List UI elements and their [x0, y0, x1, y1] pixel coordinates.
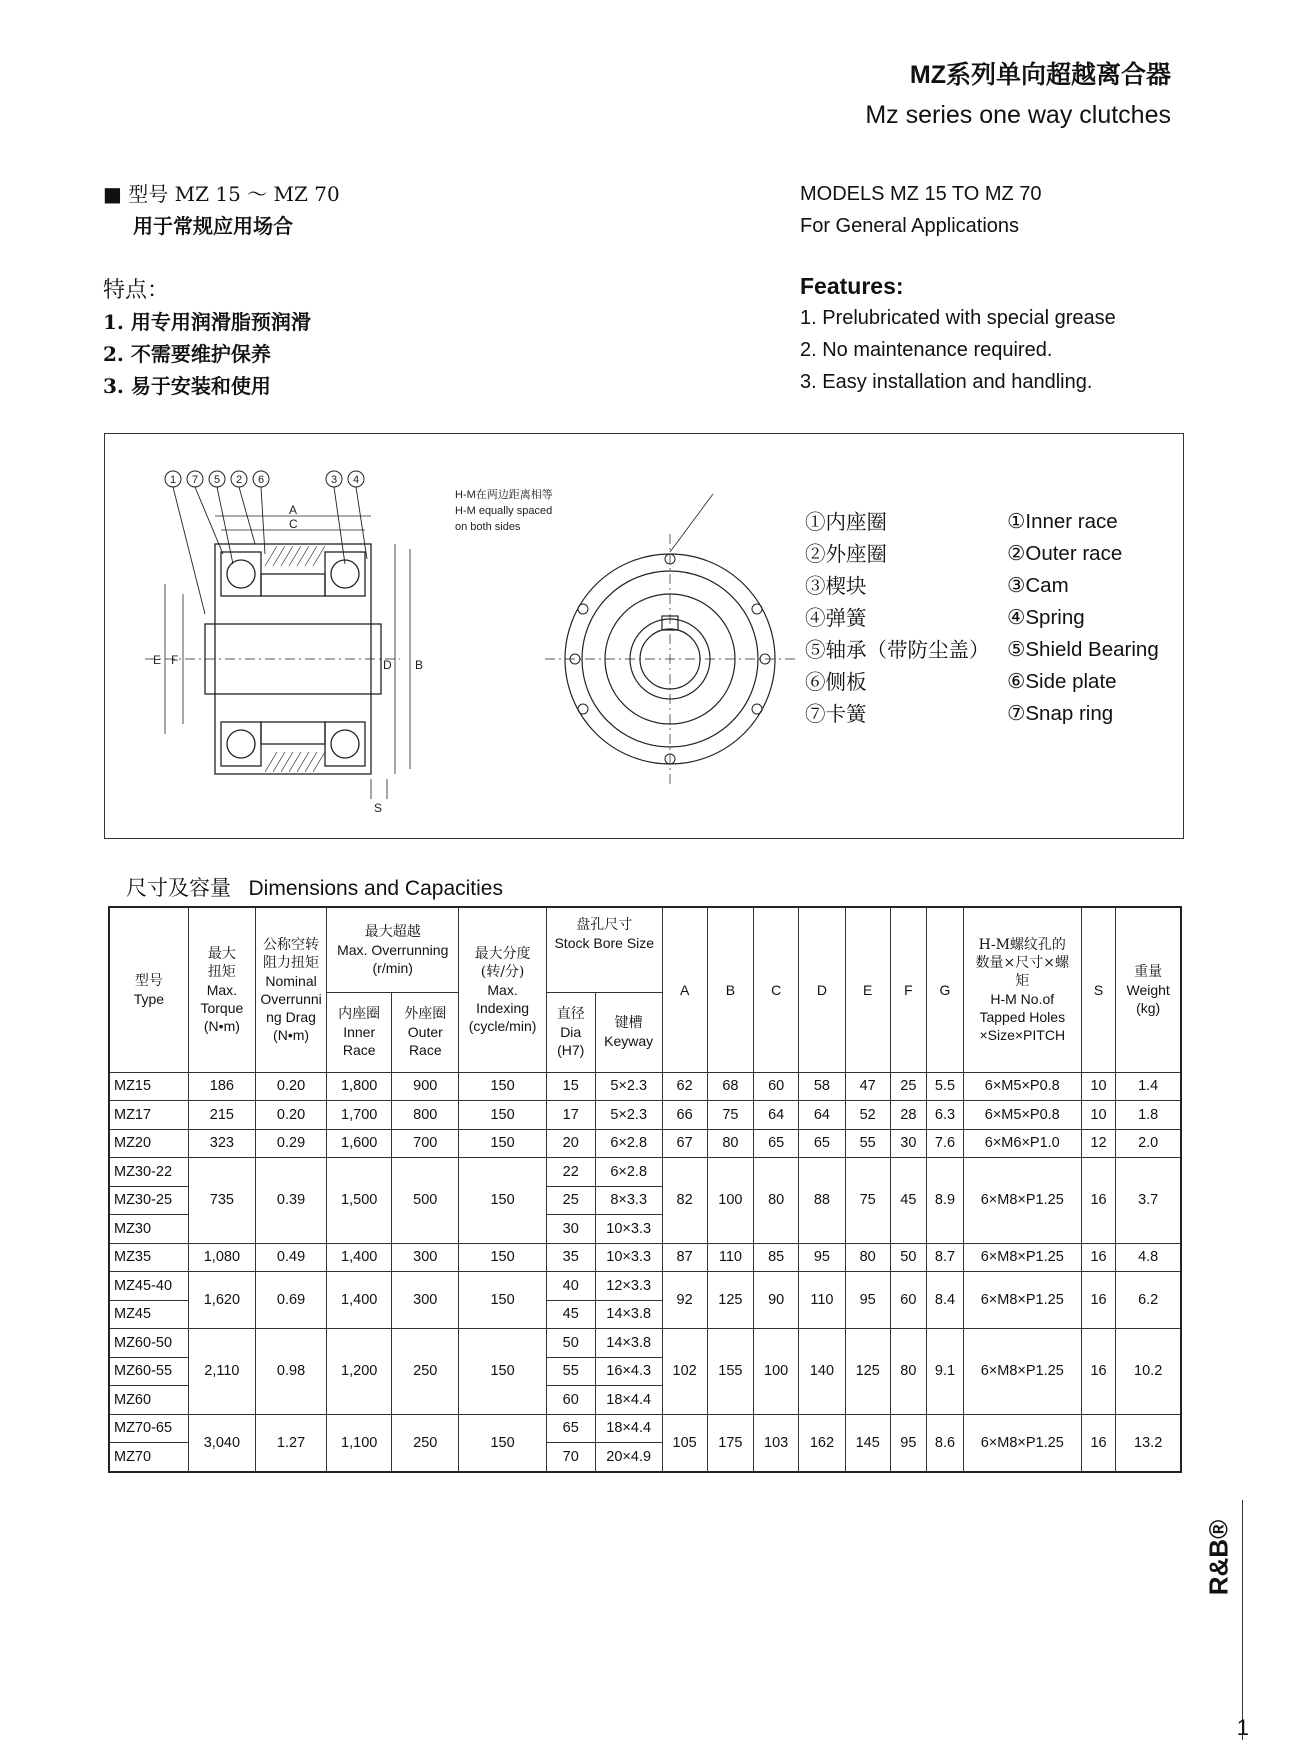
table-cell: 162	[799, 1414, 846, 1472]
legend-en-item: ④Spring	[1007, 606, 1085, 629]
table-cell: 16×4.3	[595, 1357, 662, 1386]
table-cell: 700	[392, 1129, 459, 1158]
legend-cn-item: ①内座圈	[805, 510, 887, 534]
table-cell: 8.9	[927, 1158, 964, 1244]
table-cell: 52	[845, 1101, 890, 1130]
table-cell: 90	[754, 1272, 799, 1329]
table-cell: 1.4	[1116, 1072, 1181, 1101]
table-cell: MZ35	[109, 1243, 188, 1272]
table-cell: 0.49	[255, 1243, 326, 1272]
table-cell: 80	[890, 1329, 927, 1415]
table-cell: 6×M8×P1.25	[963, 1243, 1081, 1272]
table-cell: 125	[707, 1272, 754, 1329]
features-en-title: Features:	[800, 273, 904, 299]
table-cell: 186	[188, 1072, 255, 1101]
table-cell: 0.69	[255, 1272, 326, 1329]
table-cell: 6×M5×P0.8	[963, 1072, 1081, 1101]
table-cell: 30	[546, 1215, 595, 1244]
table-cell: 40	[546, 1272, 595, 1301]
header-A: A	[662, 907, 707, 1072]
table-cell: 6×2.8	[595, 1158, 662, 1187]
table-cell: 175	[707, 1414, 754, 1472]
table-cell: 735	[188, 1158, 255, 1244]
header-bore: 盘孔尺寸 Stock Bore Size	[546, 907, 662, 992]
table-cell: 300	[392, 1243, 459, 1272]
table-cell: 7.6	[927, 1129, 964, 1158]
dims-title-en: Dimensions and Capacities	[248, 877, 503, 900]
table-cell: 4.8	[1116, 1243, 1181, 1272]
legend-cn-item: ②外座圈	[805, 542, 887, 566]
table-cell: 110	[707, 1243, 754, 1272]
table-cell: 95	[890, 1414, 927, 1472]
header-F: F	[890, 907, 927, 1072]
table-cell: 65	[546, 1414, 595, 1443]
table-cell: 8.4	[927, 1272, 964, 1329]
table-cell: MZ30	[109, 1215, 188, 1244]
table-cell: 80	[754, 1158, 799, 1244]
table-cell: 1,500	[327, 1158, 392, 1244]
features-en-item: 1. Prelubricated with special grease	[800, 307, 1116, 329]
features-cn-title: 特点：	[103, 278, 170, 303]
table-cell: 14×3.8	[595, 1300, 662, 1329]
dim-label: E	[153, 653, 162, 667]
table-cell: 1,700	[327, 1101, 392, 1130]
header-S: S	[1081, 907, 1116, 1072]
table-cell: 18×4.4	[595, 1414, 662, 1443]
table-cell: 80	[845, 1243, 890, 1272]
table-cell: 64	[799, 1101, 846, 1130]
table-cell: 10×3.3	[595, 1215, 662, 1244]
dim-label: F	[171, 653, 179, 667]
models-cn-line2: 用于常规应用场合	[133, 214, 293, 238]
table-cell: 16	[1081, 1329, 1116, 1415]
table-cell: MZ45-40	[109, 1272, 188, 1301]
table-cell: MZ60-55	[109, 1357, 188, 1386]
dim-label: B	[415, 658, 424, 672]
table-cell: 10×3.3	[595, 1243, 662, 1272]
table-cell: 215	[188, 1101, 255, 1130]
table-cell: 100	[754, 1329, 799, 1415]
table-cell: 100	[707, 1158, 754, 1244]
table-cell: 150	[459, 1072, 546, 1101]
table-cell: 150	[459, 1158, 546, 1244]
table-row	[109, 1158, 1181, 1187]
table-cell: 1,080	[188, 1243, 255, 1272]
table-cell: 66	[662, 1101, 707, 1130]
callout-label: 6	[257, 474, 265, 486]
table-cell: 95	[799, 1243, 846, 1272]
table-cell: 80	[707, 1129, 754, 1158]
table-cell: 10.2	[1116, 1329, 1181, 1415]
table-cell: 3,040	[188, 1414, 255, 1472]
table-cell: 110	[799, 1272, 846, 1329]
margin-rule	[1242, 1500, 1244, 1740]
header-B: B	[707, 907, 754, 1072]
header-G: G	[927, 907, 964, 1072]
table-cell: 10	[1081, 1101, 1116, 1130]
dims-title	[126, 872, 503, 902]
header-E: E	[845, 907, 890, 1072]
table-cell: 1.27	[255, 1414, 326, 1472]
table-cell: MZ60	[109, 1386, 188, 1415]
table-cell: 16	[1081, 1243, 1116, 1272]
dim-label: C	[289, 517, 298, 531]
header-overrun: 最大超越 Max. Overrunning (r/min)	[327, 907, 459, 992]
table-cell: 150	[459, 1243, 546, 1272]
table-cell: 58	[799, 1072, 846, 1101]
callout-label: 7	[191, 474, 199, 486]
table-cell: 5.5	[927, 1072, 964, 1101]
table-cell: 75	[707, 1101, 754, 1130]
features-cn-item: 3. 易于安装和使用	[103, 374, 271, 398]
table-cell: 65	[754, 1129, 799, 1158]
dim-label: A	[289, 503, 298, 517]
table-cell: 75	[845, 1158, 890, 1244]
table-cell: 60	[546, 1386, 595, 1415]
table-cell: 6.3	[927, 1101, 964, 1130]
page-number: 1	[1236, 1715, 1249, 1740]
features-en-item: 3. Easy installation and handling.	[800, 371, 1093, 393]
table-cell: MZ30-22	[109, 1158, 188, 1187]
table-cell: MZ20	[109, 1129, 188, 1158]
legend-cn-item: ⑥侧板	[805, 670, 867, 694]
table-cell: 8.7	[927, 1243, 964, 1272]
diagram-note-cn: H-M在两边距离相等	[455, 489, 553, 501]
header-outer: 外座圈 Outer Race	[392, 992, 459, 1072]
header-dia: 直径 Dia (H7)	[546, 992, 595, 1072]
table-cell: 55	[546, 1357, 595, 1386]
table-cell: 25	[890, 1072, 927, 1101]
diagram-note-en: H-M equally spaced	[455, 505, 553, 517]
header-weight: 重量 Weight (kg)	[1116, 907, 1181, 1072]
table-cell: 250	[392, 1329, 459, 1415]
models-cn	[103, 178, 340, 242]
table-cell: MZ70	[109, 1443, 188, 1472]
table-cell: 150	[459, 1129, 546, 1158]
table-cell: 6×M5×P0.8	[963, 1101, 1081, 1130]
header-C: C	[754, 907, 799, 1072]
table-cell: 6×M8×P1.25	[963, 1158, 1081, 1244]
table-cell: 12×3.3	[595, 1272, 662, 1301]
table-cell: 16	[1081, 1272, 1116, 1329]
header-D: D	[799, 907, 846, 1072]
table-cell: 25	[546, 1186, 595, 1215]
table-cell: MZ45	[109, 1300, 188, 1329]
table-cell: 6.2	[1116, 1272, 1181, 1329]
legend-cn-item: ③楔块	[805, 574, 867, 598]
legend-en-item: ③Cam	[1007, 574, 1069, 597]
dim-label: S	[374, 801, 383, 815]
header-torque: 最大 扭矩 Max. Torque (N•m)	[188, 907, 255, 1072]
page-title-cn: MZ系列单向超越离合器	[909, 61, 1171, 89]
table-cell: 47	[845, 1072, 890, 1101]
table-cell: 70	[546, 1443, 595, 1472]
table-cell: 9.1	[927, 1329, 964, 1415]
models-en	[800, 178, 1042, 242]
diagram-note-en: on both sides	[455, 521, 521, 533]
page-title-en: Mz series one way clutches	[865, 101, 1171, 129]
header-inner: 内座圈 Inner Race	[327, 992, 392, 1072]
table-cell: 2,110	[188, 1329, 255, 1415]
table-cell: 150	[459, 1272, 546, 1329]
table-cell: 103	[754, 1414, 799, 1472]
table-cell: 8.6	[927, 1414, 964, 1472]
table-cell: 1,620	[188, 1272, 255, 1329]
table-cell: 800	[392, 1101, 459, 1130]
callout-label: 4	[352, 474, 360, 486]
table-row	[109, 1101, 1181, 1130]
header-type: 型号 Type	[109, 907, 188, 1072]
end-view	[545, 534, 795, 784]
table-cell: 1.8	[1116, 1101, 1181, 1130]
table-cell: 1,800	[327, 1072, 392, 1101]
table-cell: 500	[392, 1158, 459, 1244]
features-cn	[103, 273, 311, 402]
table-row	[109, 1243, 1181, 1272]
legend-en	[1007, 506, 1159, 730]
table-cell: 5×2.3	[595, 1072, 662, 1101]
header-indexing: 最大分度 (转/分) Max. Indexing (cycle/min)	[459, 907, 546, 1072]
legend-cn-item: ⑦卡簧	[805, 702, 867, 726]
table-cell: 150	[459, 1329, 546, 1415]
legend-en-item: ⑤Shield Bearing	[1007, 638, 1159, 661]
table-cell: 22	[546, 1158, 595, 1187]
table-cell: 6×M6×P1.0	[963, 1129, 1081, 1158]
table-row	[109, 1129, 1181, 1158]
table-cell: 6×M8×P1.25	[963, 1272, 1081, 1329]
header-drag: 公称空转 阻力扭矩 Nominal Overrunni ng Drag (N•m)	[255, 907, 326, 1072]
table-cell: 95	[845, 1272, 890, 1329]
features-cn-item: 2. 不需要维护保养	[103, 342, 271, 366]
table-cell: 900	[392, 1072, 459, 1101]
table-cell: 1,400	[327, 1243, 392, 1272]
dim-label: D	[383, 658, 392, 672]
legend-en-item: ⑦Snap ring	[1007, 702, 1114, 725]
table-cell: 0.29	[255, 1129, 326, 1158]
table-cell: 14×3.8	[595, 1329, 662, 1358]
table-cell: 62	[662, 1072, 707, 1101]
table-cell: 16	[1081, 1414, 1116, 1472]
table-cell: 3.7	[1116, 1158, 1181, 1244]
table-cell: 55	[845, 1129, 890, 1158]
table-row	[109, 1272, 1181, 1301]
features-en	[800, 273, 1116, 398]
table-cell: 65	[799, 1129, 846, 1158]
table-cell: 102	[662, 1329, 707, 1415]
table-cell: 12	[1081, 1129, 1116, 1158]
table-cell: 35	[546, 1243, 595, 1272]
table-cell: 13.2	[1116, 1414, 1181, 1472]
table-cell: MZ30-25	[109, 1186, 188, 1215]
table-cell: 6×M8×P1.25	[963, 1329, 1081, 1415]
table-row	[109, 1072, 1181, 1101]
table-cell: 18×4.4	[595, 1386, 662, 1415]
table-cell: 67	[662, 1129, 707, 1158]
table-cell: 88	[799, 1158, 846, 1244]
table-cell: 323	[188, 1129, 255, 1158]
table-cell: MZ15	[109, 1072, 188, 1101]
features-cn-item: 1. 用专用润滑脂预润滑	[103, 310, 311, 334]
table-cell: 150	[459, 1414, 546, 1472]
table-cell: 125	[845, 1329, 890, 1415]
table-cell: 1,200	[327, 1329, 392, 1415]
table-cell: 50	[546, 1329, 595, 1358]
table-cell: 10	[1081, 1072, 1116, 1101]
table-cell: 20	[546, 1129, 595, 1158]
table-cell: 1,400	[327, 1272, 392, 1329]
table-cell: MZ60-50	[109, 1329, 188, 1358]
table-cell: 60	[754, 1072, 799, 1101]
callout-label: 1	[169, 474, 177, 486]
legend-en-item: ⑥Side plate	[1007, 670, 1117, 693]
table-cell: 28	[890, 1101, 927, 1130]
brand-mark	[1203, 1512, 1235, 1602]
table-cell: 140	[799, 1329, 846, 1415]
table-cell: 145	[845, 1414, 890, 1472]
table-cell: 8×3.3	[595, 1186, 662, 1215]
table-cell: MZ17	[109, 1101, 188, 1130]
table-cell: 0.39	[255, 1158, 326, 1244]
dimensions-table	[108, 906, 1182, 1473]
table-cell: 300	[392, 1272, 459, 1329]
table-cell: 68	[707, 1072, 754, 1101]
callout-label: 5	[213, 474, 221, 486]
dims-title-cn: 尺寸及容量	[126, 876, 231, 900]
table-cell: 5×2.3	[595, 1101, 662, 1130]
table-cell: 45	[546, 1300, 595, 1329]
table-cell: 60	[890, 1272, 927, 1329]
table-row	[109, 1414, 1181, 1443]
table-cell: 85	[754, 1243, 799, 1272]
legend-cn-item: ⑤轴承（带防尘盖）	[805, 638, 990, 662]
table-cell: 0.20	[255, 1072, 326, 1101]
models-cn-line1: ■ 型号 MZ 15 ～ MZ 70	[103, 182, 340, 206]
table-cell: 6×2.8	[595, 1129, 662, 1158]
diagram-panel	[104, 433, 1184, 839]
table-cell: 0.20	[255, 1101, 326, 1130]
table-cell: 20×4.9	[595, 1443, 662, 1472]
table-cell: 150	[459, 1101, 546, 1130]
table-cell: 45	[890, 1158, 927, 1244]
table-cell: MZ70-65	[109, 1414, 188, 1443]
table-row	[109, 1329, 1181, 1358]
callout-label: 3	[330, 474, 338, 486]
header-keyway: 键槽 Keyway	[595, 992, 662, 1072]
header-hm: H-M螺纹孔的 数量×尺寸×螺 矩 H-M No.of Tapped Holes ×Size×PITCH	[963, 907, 1081, 1072]
table-cell: 16	[1081, 1158, 1116, 1244]
brand-text: R&B®	[1203, 1519, 1234, 1596]
models-en-line2: For General Applications	[800, 215, 1020, 237]
models-en-line1: MODELS MZ 15 TO MZ 70	[800, 183, 1042, 205]
callout-label: 2	[235, 474, 243, 486]
features-en-item: 2. No maintenance required.	[800, 339, 1053, 361]
legend-en-item: ①Inner race	[1007, 510, 1118, 533]
table-cell: 82	[662, 1158, 707, 1244]
legend-en-item: ②Outer race	[1007, 542, 1123, 565]
table-cell: 30	[890, 1129, 927, 1158]
table-cell: 1,100	[327, 1414, 392, 1472]
table-cell: 6×M8×P1.25	[963, 1414, 1081, 1472]
table-cell: 50	[890, 1243, 927, 1272]
table-cell: 64	[754, 1101, 799, 1130]
table-cell: 15	[546, 1072, 595, 1101]
legend-cn	[805, 506, 990, 730]
table-cell: 0.98	[255, 1329, 326, 1415]
table-cell: 155	[707, 1329, 754, 1415]
table-cell: 87	[662, 1243, 707, 1272]
table-cell: 1,600	[327, 1129, 392, 1158]
table-cell: 92	[662, 1272, 707, 1329]
table-cell: 105	[662, 1414, 707, 1472]
table-cell: 17	[546, 1101, 595, 1130]
table-cell: 250	[392, 1414, 459, 1472]
legend-cn-item: ④弹簧	[805, 606, 867, 630]
table-cell: 2.0	[1116, 1129, 1181, 1158]
